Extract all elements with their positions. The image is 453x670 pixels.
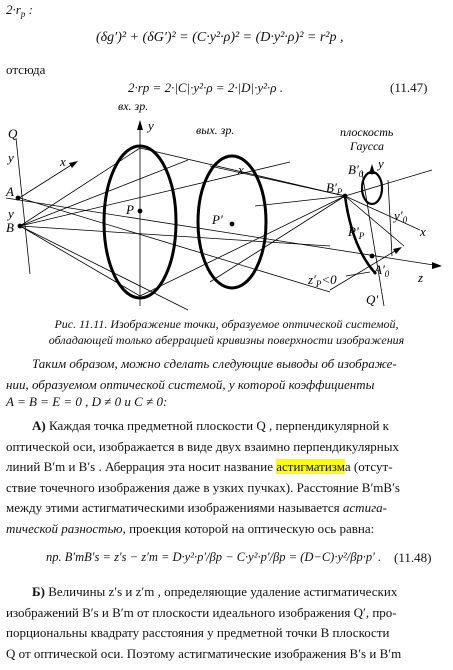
zp-dimension	[346, 272, 370, 276]
label-x-left: x	[60, 154, 66, 169]
point-A0p	[370, 254, 375, 259]
paragraph-line: Б) Величины z′s и z′m , определяющие удаление астигматических	[32, 584, 398, 599]
label-Ppp: $P'_P$	[348, 224, 365, 241]
paragraph-line: тической разностью, проекция которой на оптическую ось равна:	[6, 520, 375, 536]
paragraph-B	[6, 582, 447, 664]
marker-B: Б)	[32, 584, 45, 599]
intro-line: нии, образуемом оптической системой, у которой коэффициенты	[6, 376, 375, 392]
equation-1147: 2·rp = 2·|C|·y²·ρ = 2·|D|·y²·ρ .	[128, 80, 284, 95]
label-Pp: P′	[212, 212, 223, 227]
paragraph-line: Q от оптической оси. Поэтому астигматические изображения B′s и B′m	[6, 645, 402, 661]
ray	[210, 196, 345, 282]
label-plane-2: Гаусса	[350, 139, 385, 153]
arrow-head	[393, 247, 402, 254]
point-B	[18, 224, 23, 229]
point-B0p	[370, 170, 375, 175]
object-plane-line	[16, 138, 30, 274]
label-z: z	[418, 270, 424, 285]
label-Qp: Q′	[366, 292, 379, 307]
label-zp: $z'_P<0$	[308, 272, 337, 289]
object-x-axis	[16, 162, 76, 200]
arrow-head	[69, 161, 78, 168]
label-vx-zr: вх. зр.	[118, 99, 149, 113]
intro-line: A = B = E = 0 , D ≠ 0 и C ≠ 0:	[6, 394, 168, 409]
intro-paragraph	[6, 354, 447, 413]
equation-1147-number: (11.47)	[390, 80, 428, 95]
point-A	[16, 196, 21, 201]
label-A: A	[6, 184, 14, 199]
equation-1148: пр. B′mB′s = z′s − z′m = D·y²·p′/βp − C·y²·p′/βp = (D−C)·y²/βp·p′ .	[46, 550, 382, 564]
optical-figure	[0, 96, 453, 312]
paragraph-line: между этими астигматическими изображениями называется астига-	[6, 500, 387, 515]
paragraph-line: ствие точечного изображения даже в узких пучках). Расстояние B′mB′s	[6, 479, 400, 495]
highlighted-term: астигматизм	[276, 459, 345, 474]
paragraph-line: линий B′m и B′s . Аберрация эта носит название астигматизма (отсут-	[6, 459, 393, 474]
label-P: P	[126, 202, 134, 217]
word-otkuda: отсюда	[6, 62, 46, 77]
label-vyx-zr: вых. зр.	[196, 123, 235, 137]
label-B0p: $B'_0$	[348, 162, 364, 179]
label-Q: Q	[8, 126, 18, 141]
ray	[210, 166, 345, 196]
label-B: B	[6, 220, 14, 235]
marker-A: А)	[32, 418, 46, 433]
ray	[20, 148, 140, 226]
equation-1148-number: (11.48)	[394, 550, 432, 565]
top-fragment: $2\cdot r_p$ :	[6, 2, 33, 19]
point-Bpp	[343, 194, 348, 199]
label-Bpp: $B'_P$	[326, 180, 343, 197]
paragraph-line: изображений B′s и B′m от плоскости идеального изображения Q′, про-	[6, 604, 397, 620]
equation-1: (δg′)² + (δG′)² = (C·y²·ρ)² = (D·y²·ρ)² = r²p ,	[96, 30, 344, 45]
point-P	[138, 209, 143, 214]
label-y-small: y	[8, 206, 14, 221]
figure-caption-line-1: Рис. 11.11. Изображение точки, образуемое оптической системой,	[54, 317, 399, 331]
arrow-head	[137, 120, 143, 130]
label-x-right: x	[420, 224, 426, 239]
ray	[20, 226, 140, 296]
paragraph-line: А) Каждая точка предметной плоскости Q , перпендикулярной к	[32, 418, 389, 433]
label-x-mid: x	[238, 162, 244, 177]
label-A0p: $A'_0$	[374, 262, 390, 279]
label-y-axis: y	[148, 118, 154, 133]
figure-caption-line-2: обладающей только аберрацией кривизны поверхности изображения	[48, 333, 405, 347]
paragraph-A	[6, 416, 447, 539]
paragraph-line: оптической оси, изображается в виде двух взаимно перпендикулярных	[6, 438, 399, 454]
paragraph-line: порциональны квадрату расстояния y предметной точки B плоскости	[6, 625, 390, 640]
intro-line: Таким образом, можно сделать следующие выводы об изображе-	[32, 356, 397, 371]
label-plane-1: плоскость	[340, 125, 394, 139]
label-y-gauss: y	[378, 156, 384, 171]
label-yp0: $y'_0$	[394, 208, 408, 225]
arrow-head	[432, 262, 442, 269]
label-y-left: y	[8, 150, 14, 165]
y0-dimension	[388, 180, 392, 256]
point-Pp	[230, 222, 235, 227]
